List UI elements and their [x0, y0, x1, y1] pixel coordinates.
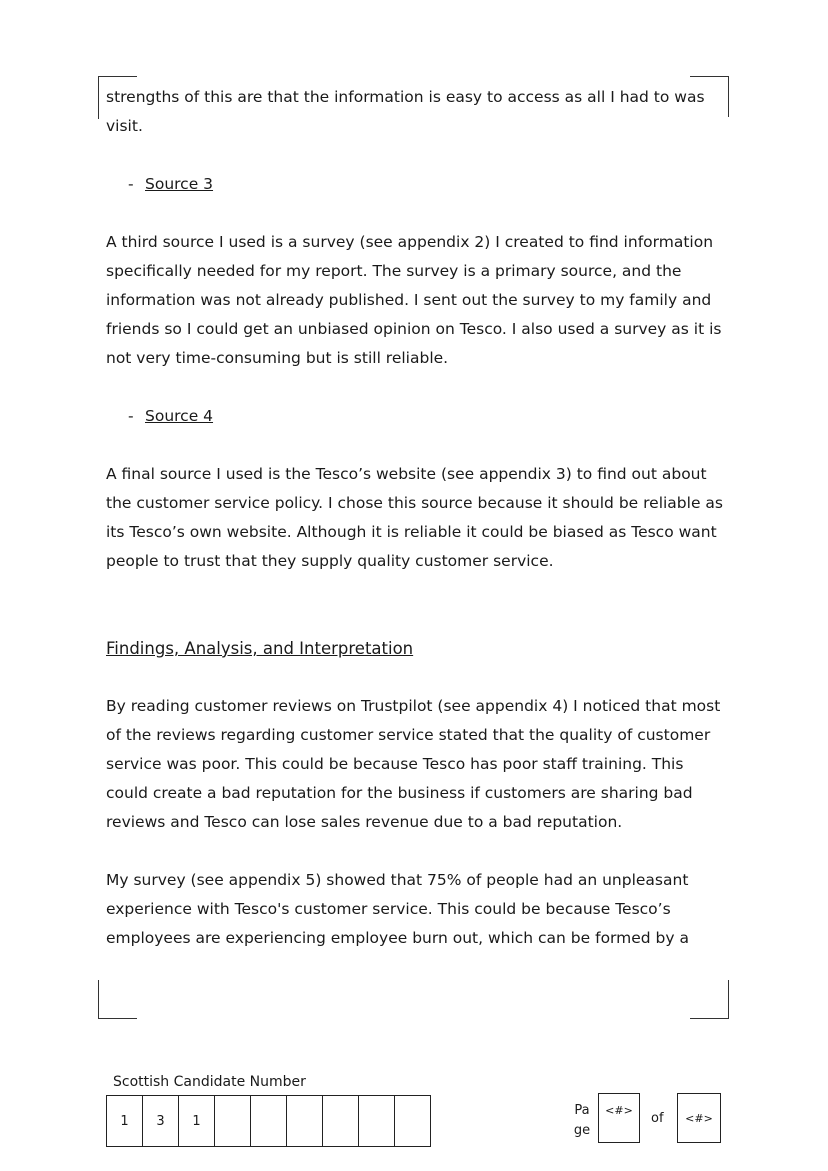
paragraph-findings-1: By reading customer reviews on Trustpilot (see appendix 4) I noticed that most of the reviews regarding customer service stated that the quality of customer service was poor. This could be because Tesco has poor staff training. This could create a bad reputation for the business if customers are sharing bad reviews and Tesco can lose sales revenue due to a bad reputation. — [106, 697, 721, 831]
crop-mark-bottom-left — [98, 980, 137, 1019]
source-4-label: Source 4 — [145, 407, 214, 425]
candidate-digit-box: 1 — [106, 1095, 143, 1147]
candidate-digit-box: 3 — [142, 1095, 179, 1147]
paragraph-findings-2: My survey (see appendix 5) showed that 75% of people had an unpleasant experience with Tesco's customer service. This could be because Tesco’s employees are experiencing employee burn out, which can be formed by a — [106, 871, 689, 947]
paragraph-continuation: strengths of this are that the information is easy to access as all I had to was visit. — [106, 88, 705, 135]
section-heading-findings: Findings, Analysis, and Interpretation — [106, 639, 414, 658]
candidate-number-boxes — [106, 1095, 431, 1147]
page-content — [106, 83, 730, 953]
candidate-digit-box — [286, 1095, 323, 1147]
source-3-label: Source 3 — [145, 175, 214, 193]
source-4-item — [128, 402, 730, 431]
crop-mark-bottom-right — [690, 980, 729, 1019]
candidate-digit-box — [214, 1095, 251, 1147]
page-of-label: of — [651, 1111, 664, 1126]
list-bullet: - — [128, 175, 134, 193]
list-bullet: - — [128, 407, 134, 425]
source-3-item — [128, 170, 730, 199]
candidate-number-label: Scottish Candidate Number — [113, 1074, 306, 1090]
page-current-box: <#> — [598, 1093, 640, 1143]
paragraph-source-3: A third source I used is a survey (see appendix 2) I created to find information specifically needed for my report. The survey is a primary source, and the information was not already published. I sent out the survey to my family and friends so I could get an unbiased opinion on Tesco. I also used a survey as it is not very time-consuming but is still reliable. — [106, 233, 722, 367]
paragraph-source-4: A final source I used is the Tesco’s website (see appendix 3) to find out about the customer service policy. I chose this source because it should be reliable as its Tesco’s own website. Although it is reliable it could be biased as Tesco want people to trust that they supply quality customer service. — [106, 465, 723, 570]
candidate-digit-box — [322, 1095, 359, 1147]
candidate-digit-box — [250, 1095, 287, 1147]
candidate-digit-box: 1 — [178, 1095, 215, 1147]
candidate-digit-box — [394, 1095, 431, 1147]
page-total-box: <#> — [677, 1093, 721, 1143]
page-label: Pa ge — [573, 1103, 591, 1138]
candidate-digit-box — [358, 1095, 395, 1147]
